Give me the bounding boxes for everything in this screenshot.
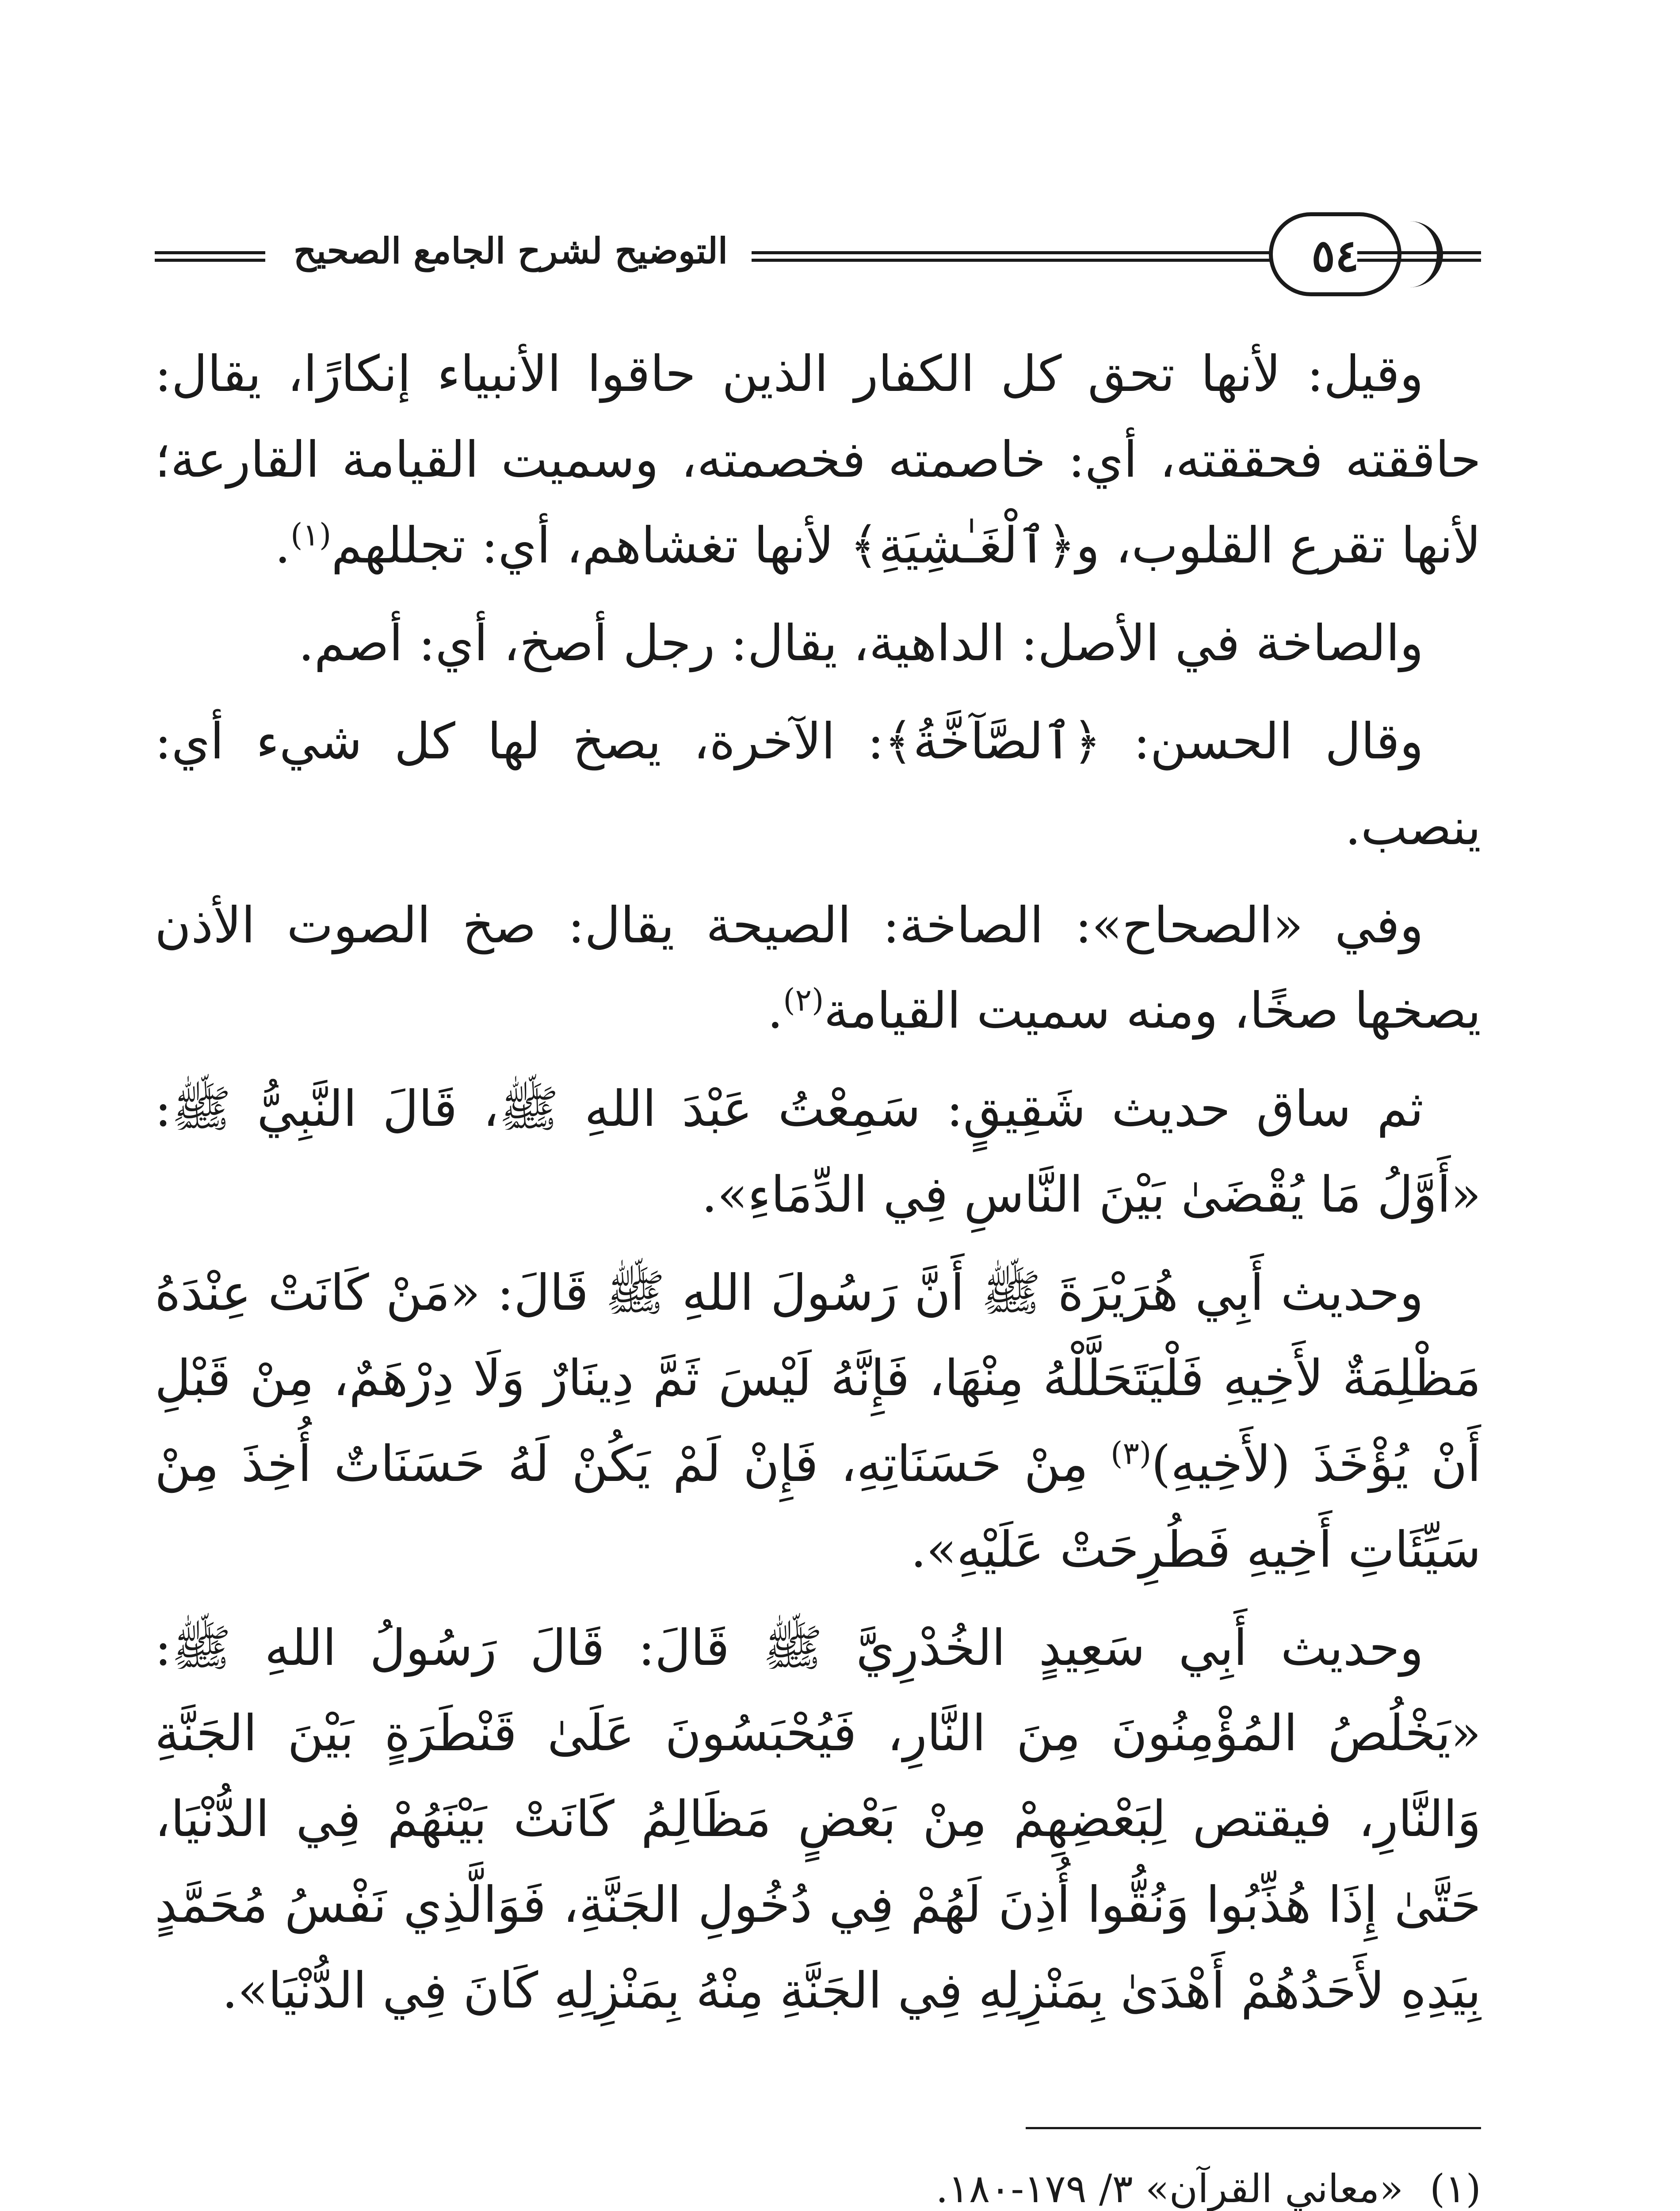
paragraph-text: وحديث أَبِي هُرَيْرَةَ ﷺ أَنَّ رَسُولَ اللهِ ﷺ قَالَ: «مَنْ كَانَتْ عِنْدَهُ مَظْلِمَةٌ لأَخِيهِ فَلْيَتَحَلَّلْهُ مِنْهَا، فَإِنَّهُ لَيْسَ ثَمَّ دِينَارٌ وَلَا دِرْهَمٌ، مِنْ قَبْلِ أَنْ يُؤْخَذَ (لأَخِيهِ) xyxy=(155,1264,1481,1493)
footnote-number: (١) xyxy=(1430,2166,1481,2211)
running-header xyxy=(155,212,1481,301)
footnote-ref[interactable]: (٢) xyxy=(783,982,824,1018)
footnote-ref[interactable]: (٣) xyxy=(1111,1435,1152,1472)
header-rule-left xyxy=(155,251,265,262)
footnote-text: «معاني القرآن» ٣/ ١٧٩-١٨٠. xyxy=(935,2166,1404,2211)
paragraph xyxy=(155,601,1481,687)
page-number: ٥٤ xyxy=(1311,230,1359,282)
paragraph-text: وقال الحسن: ﴿ٱلصَّآخَّةُ﴾: الآخرة، يصخ لها كل شيء أي: ينصب. xyxy=(155,713,1481,856)
paragraph-text: وفي «الصحاح»: الصاخة: الصيحة يقال: صخ الصوت الأذن يصخها صخًا، ومنه سميت القيامة xyxy=(155,896,1481,1040)
paragraph xyxy=(155,699,1481,871)
paragraph-text: والصاخة في الأصل: الداهية، يقال: رجل أصخ، أي: أصم. xyxy=(298,615,1424,673)
footnote-item xyxy=(619,2154,1481,2211)
paragraph xyxy=(155,1251,1481,1593)
main-text xyxy=(155,332,1481,2046)
footnote-separator xyxy=(1026,2127,1481,2129)
footnote-ref[interactable]: (١) xyxy=(290,516,332,553)
paragraph-text: وحديث أَبِي سَعِيدٍ الخُدْرِيَّ ﷺ قَالَ: قَالَ رَسُولُ اللهِ ﷺ: «يَخْلُصُ المُؤْمِنُونَ مِنَ النَّارِ، فَيُحْبَسُونَ عَلَىٰ قَنْطَرَةٍ بَيْنَ الجَنَّةِ وَالنَّارِ، فيقتص لِبَعْضِهِمْ مِنْ بَعْضٍ مَظَالِمُ كَانَتْ بَيْنَهُمْ فِي الدُّنْيَا، حَتَّىٰ إِذَا هُذِّبُوا وَنُقُّوا أُذِنَ لَهُمْ فِي دُخُولِ الجَنَّةِ، فَوَالَّذِي نَفْسُ مُحَمَّدٍ بِيَدِهِ لأَحَدُهُمْ أَهْدَىٰ بِمَنْزِلِهِ فِي الجَنَّةِ مِنْهُ بِمَنْزِلِهِ كَانَ فِي الدُّنْيَا». xyxy=(155,1619,1481,2020)
paragraph-text: ثم ساق حديث شَقِيقٍ: سَمِعْتُ عَبْدَ اللهِ ﷺ، قَالَ النَّبِيُّ ﷺ: «أَوَّلُ مَا يُقْضَىٰ بَيْنَ النَّاسِ فِي الدِّمَاءِ». xyxy=(155,1080,1481,1224)
paragraph-tail: مِنْ حَسَنَاتِهِ، فَإِنْ لَمْ يَكُنْ لَهُ حَسَنَاتٌ أُخِذَ مِنْ سَيِّئَاتِ أَخِيهِ فَطُرِحَتْ عَلَيْهِ». xyxy=(155,1435,1481,1579)
paragraph xyxy=(155,1067,1481,1238)
header-rule-right xyxy=(1357,251,1481,262)
paragraph xyxy=(155,883,1481,1055)
running-title: التوضيح لشرح الجامع الصحيح xyxy=(293,230,728,272)
paragraph-text: وقيل: لأنها تحق كل الكفار الذين حاقوا الأنبياء إنكارًا، يقال: حاققته فحققته، أي: خاصمته فخصمته، وسميت القيامة القارعة؛ لأنها تقرع القلوب، و﴿ٱلْغَـٰشِيَةِ﴾ لأنها تغشاهم، أي: تجللهم xyxy=(155,345,1481,574)
paragraph xyxy=(155,1606,1481,2034)
paragraph xyxy=(155,332,1481,589)
paragraph-tail: . xyxy=(767,982,783,1040)
footnotes xyxy=(619,2154,1481,2211)
paragraph-tail: . xyxy=(275,516,291,574)
